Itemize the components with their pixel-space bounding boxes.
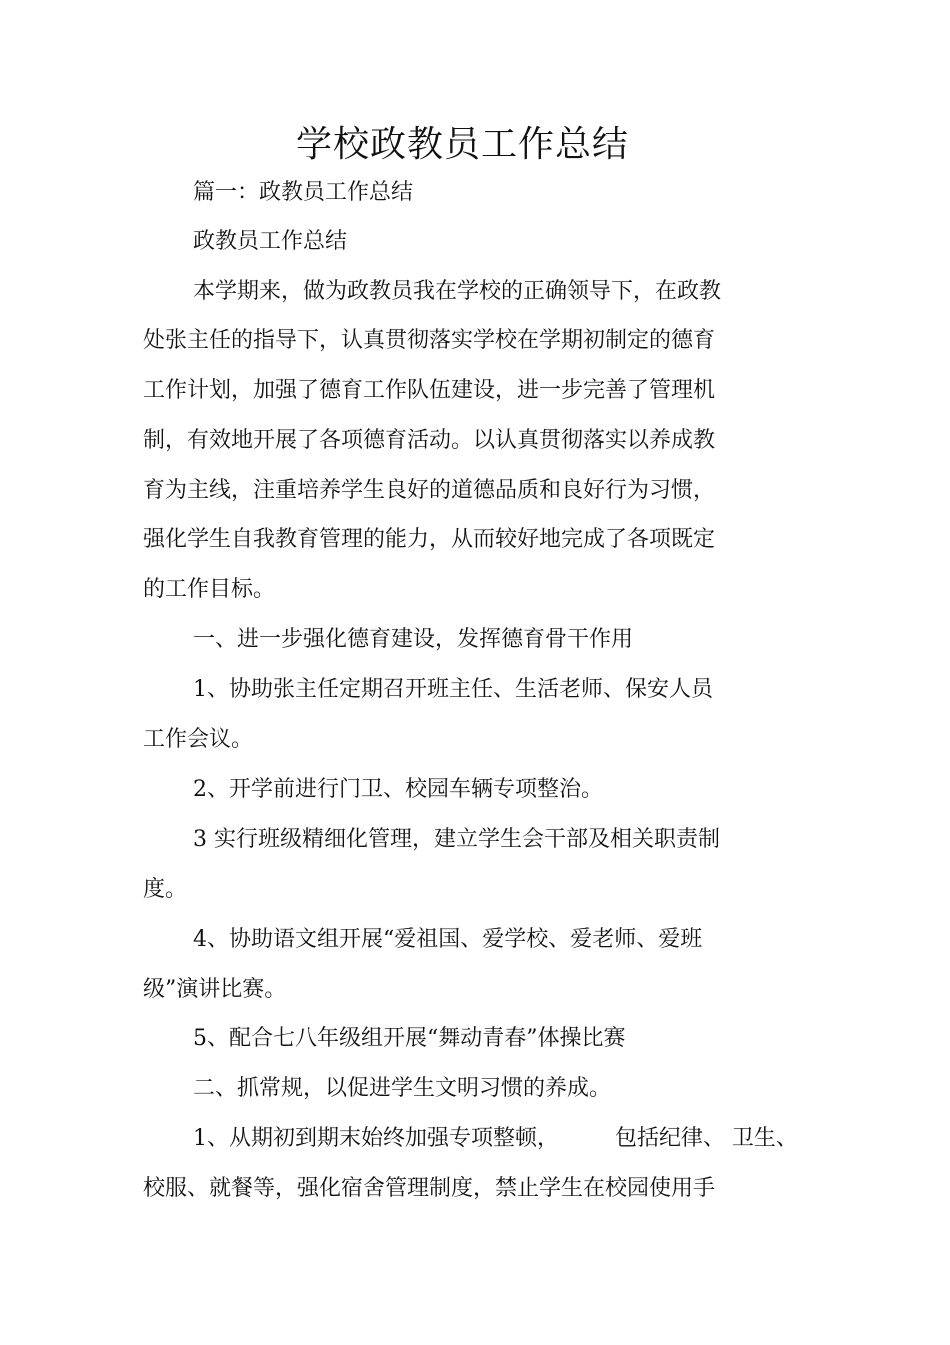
list-item: 5、配合七八年级组开展“舞动青春”体操比赛 — [193, 1026, 626, 1051]
section-heading-two: 二、抓常规，以促进学生文明习惯的养成。 — [193, 1076, 612, 1101]
list-item: 1、协助张主任定期召开班主任、生活老师、保安人员 — [193, 677, 713, 702]
paragraph-line: 强化学生自我教育管理的能力，从而较好地完成了各项既定 — [143, 527, 716, 552]
list-item: 3 实行班级精细化管理，建立学生会干部及相关职责制 — [193, 827, 720, 852]
paragraph-line: 的工作目标。 — [143, 577, 276, 602]
document-title: 学校政教员工作总结 — [295, 124, 629, 165]
subheading: 政教员工作总结 — [193, 229, 348, 254]
list-item-continuation: 校服、就餐等，强化宿舍管理制度，禁止学生在校园使用手 — [143, 1176, 716, 1201]
list-item-continuation: 工作会议。 — [143, 727, 254, 752]
list-item: 2、开学前进行门卫、校园车辆专项整治。 — [193, 777, 603, 802]
paragraph-line: 本学期来，做为政教员我在学校的正确领导下，在政教 — [193, 279, 722, 304]
paragraph-line: 工作计划，加强了德育工作队伍建设，进一步完善了管理机 — [143, 378, 716, 403]
list-item: 4、协助语文组开展“爱祖国、爱学校、爱老师、爱班 — [193, 927, 703, 952]
paragraph-line: 处张主任的指导下，认真贯彻落实学校在学期初制定的德育 — [143, 328, 716, 353]
paragraph-line: 制，有效地开展了各项德育活动。以认真贯彻落实以养成教 — [143, 428, 716, 453]
paragraph-line: 育为主线，注重培养学生良好的道德品质和良好行为习惯， — [143, 478, 716, 503]
section-heading-one: 一、进一步强化德育建设，发挥德育骨干作用 — [193, 627, 634, 652]
list-item-continuation: 级”演讲比赛。 — [143, 977, 287, 1002]
section-heading-part-one: 篇一：政教员工作总结 — [193, 180, 414, 205]
list-item-continuation: 度。 — [143, 877, 188, 902]
list-item: 1、从期初到期末始终加强专项整顿， 包括纪律、 卫生、 — [193, 1126, 798, 1151]
